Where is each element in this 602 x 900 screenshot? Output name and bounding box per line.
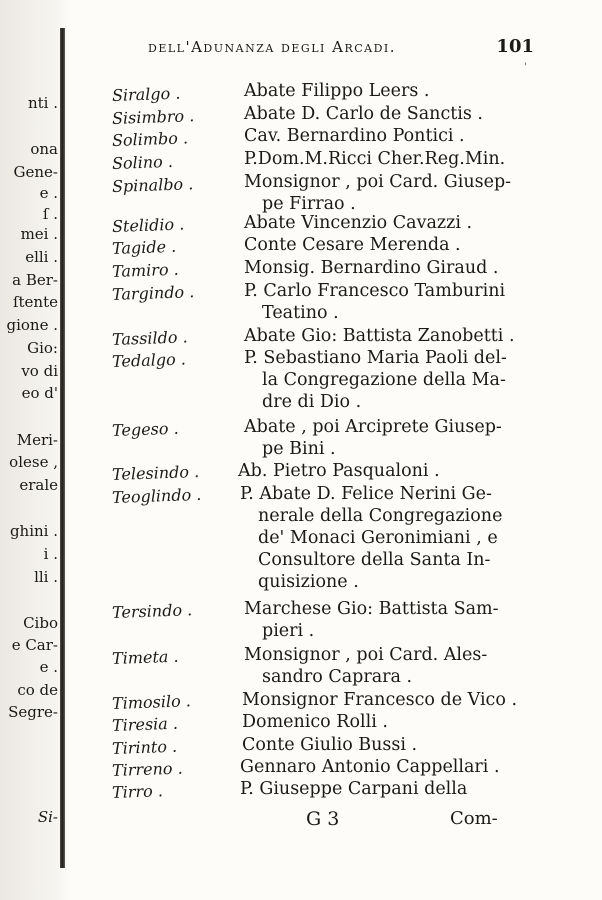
- entry-name: Tedalgo .: [111, 349, 187, 371]
- entry-line: Monsignor , poi Card. Ales-: [244, 645, 488, 665]
- entry-name: Stelidio .: [111, 214, 185, 236]
- entry-line: pe Bini .: [262, 439, 336, 459]
- previous-page-fragment: ſtente: [12, 293, 58, 311]
- entry-line: Domenico Rolli .: [242, 712, 388, 732]
- previous-page-fragment: Si-: [37, 808, 58, 826]
- previous-page-fragment: e .: [39, 658, 58, 676]
- entry-description: [240, 756, 525, 778]
- entry-line: Abate Vincenzio Cavazzi .: [244, 213, 473, 233]
- entry-name: Sisimbro .: [111, 106, 195, 128]
- entry-line: P. Carlo Francesco Tamburini: [244, 281, 506, 301]
- previous-page-fragment: vo di: [21, 362, 58, 380]
- previous-page-fragment: lli .: [34, 568, 58, 586]
- entry-name: Tassildo .: [111, 327, 188, 349]
- previous-page-fragment: gione .: [6, 316, 58, 334]
- previous-page-fragment: olese ,: [9, 453, 58, 471]
- entry-line: Abate Gio: Battista Zanobetti .: [244, 326, 515, 346]
- entry-name: Tersindo .: [111, 600, 193, 622]
- entry-line: Monsig. Bernardino Giraud .: [244, 258, 499, 278]
- entry-name: Tiresia .: [111, 713, 179, 735]
- entry-line: Ab. Pietro Pasqualoni .: [238, 461, 440, 481]
- previous-page-fragment: ona: [30, 140, 58, 158]
- previous-page-fragment: mei .: [20, 225, 58, 243]
- entry-description: [244, 125, 529, 147]
- entry-name: Telesindo .: [111, 461, 200, 484]
- previous-page-fragment: Gene-: [13, 163, 58, 181]
- previous-page-fragment: ſ .: [42, 205, 58, 223]
- previous-page-fragment: Segre-: [8, 703, 58, 721]
- entry-description: [244, 234, 529, 256]
- entry-description: [240, 778, 525, 800]
- previous-page-fragment: Meri-: [16, 431, 58, 449]
- entry-line: Conte Cesare Merenda .: [244, 235, 461, 255]
- entry-name: Tirro .: [111, 781, 164, 802]
- entry-line: Cav. Bernardino Pontici .: [244, 126, 465, 146]
- previous-page-fragment: a Ber-: [12, 271, 58, 289]
- entry-line: de' Monaci Geronimiani , e: [258, 528, 498, 548]
- entry-name: Siralgo .: [111, 83, 181, 105]
- entry-name: Tagide .: [111, 236, 177, 258]
- entry-line: pe Firrao .: [262, 194, 356, 214]
- entry-line: sandro Caprara .: [262, 667, 413, 687]
- previous-page-fragment: Cibo: [23, 614, 58, 632]
- entry-description: [244, 148, 529, 170]
- entry-name: Tamiro .: [111, 259, 180, 281]
- signature-mark: G 3: [306, 808, 340, 830]
- entry-description: [244, 280, 529, 324]
- margin-speck-icon: ': [524, 62, 527, 73]
- entry-name: Tirreno .: [111, 758, 183, 780]
- entry-line: Teatino .: [262, 303, 339, 323]
- entry-description: [242, 734, 527, 756]
- entry-name: Solimbo .: [111, 128, 189, 150]
- page-number: 101: [496, 36, 534, 57]
- entry-line: nerale della Congregazione: [258, 506, 503, 526]
- entry-description: [244, 171, 529, 215]
- entry-line: quisizione .: [258, 572, 359, 592]
- entry-name: Teoglindo .: [111, 484, 202, 507]
- entry-description: [244, 80, 529, 102]
- catchword: Com-: [450, 808, 498, 829]
- entry-name: Timosilo .: [111, 691, 192, 713]
- entry-name: Tirinto .: [111, 736, 178, 758]
- entry-line: dre di Dio .: [262, 392, 362, 412]
- entry-description: [244, 644, 529, 688]
- entry-line: pieri .: [262, 621, 315, 641]
- entry-line: P. Abate D. Felice Nerini Ge-: [240, 484, 492, 504]
- entry-description: [242, 689, 527, 711]
- entry-description: [244, 325, 529, 347]
- entry-line: Abate Filippo Leers .: [244, 81, 430, 101]
- entry-line: P. Giuseppe Carpani della: [240, 779, 468, 799]
- previous-page-fragment: i .: [43, 545, 58, 563]
- previous-page-fragment: e Car-: [11, 636, 58, 654]
- entry-line: Monsignor Francesco de Vico .: [242, 690, 518, 710]
- entry-description: [238, 460, 523, 482]
- entry-description: [244, 347, 529, 413]
- entry-line: la Congregazione della Ma-: [262, 370, 506, 390]
- entry-name: Solino .: [111, 151, 174, 173]
- entry-name: Tegeso .: [111, 418, 179, 440]
- entry-description: [244, 598, 529, 642]
- entry-description: [242, 711, 527, 733]
- entry-description: [244, 257, 529, 279]
- entry-description: [244, 212, 529, 234]
- running-title: dell'Adunanza degli Arcadi.: [148, 38, 397, 56]
- previous-page-fragment: co de: [17, 681, 58, 699]
- entry-name: Spinalbo .: [111, 174, 194, 196]
- entry-line: Abate D. Carlo de Sanctis .: [244, 104, 483, 124]
- entry-line: Marchese Gio: Battista Sam-: [244, 599, 499, 619]
- entry-description: [244, 416, 529, 460]
- previous-page-fragment: e .: [39, 184, 58, 202]
- previous-page-fragment: nti .: [27, 94, 58, 112]
- entry-line: Gennaro Antonio Cappellari .: [240, 757, 500, 777]
- entry-description: [244, 103, 529, 125]
- entry-line: P. Sebastiano Maria Paoli del-: [244, 348, 507, 368]
- previous-page-fragment: Gio:: [27, 339, 58, 357]
- entry-name: Timeta .: [111, 646, 179, 668]
- previous-page-fragment: eo d': [21, 384, 58, 402]
- previous-page-fragment: erale: [19, 476, 58, 494]
- entry-line: P.Dom.M.Ricci Cher.Reg.Min.: [244, 149, 506, 169]
- previous-page-fragment: elli .: [25, 248, 58, 266]
- entry-line: Conte Giulio Bussi .: [242, 735, 418, 755]
- entry-name: Targindo .: [111, 282, 195, 304]
- entry-line: Consultore della Santa In-: [258, 550, 491, 570]
- entry-description: [240, 483, 525, 593]
- entry-line: Monsignor , poi Card. Giusep-: [244, 172, 512, 192]
- previous-page-fragment: ghini .: [9, 522, 58, 540]
- entry-line: Abate , poi Arciprete Giusep-: [244, 417, 502, 437]
